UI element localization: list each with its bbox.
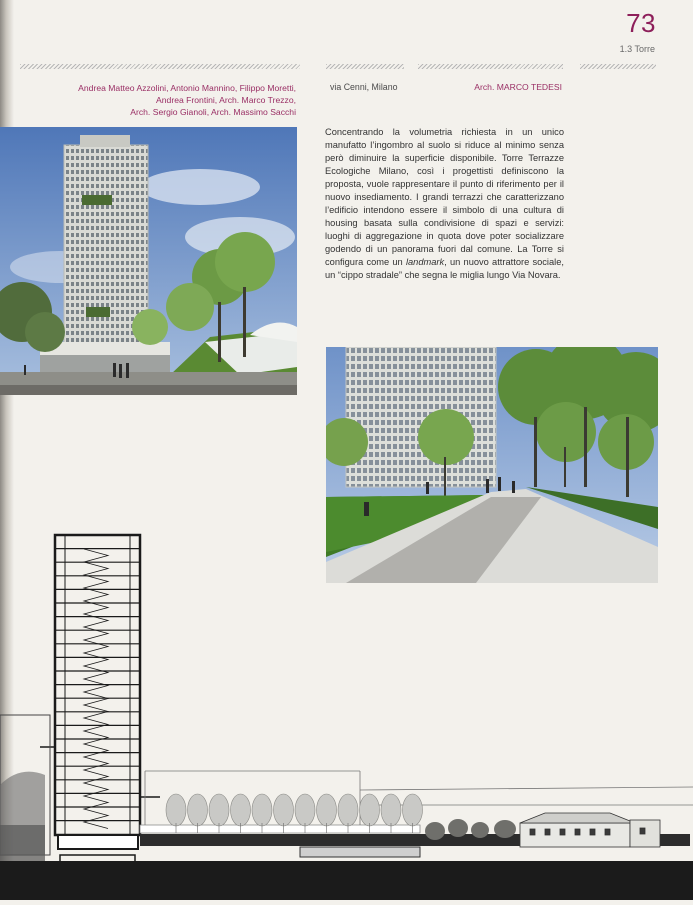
project-credits	[36, 82, 296, 119]
section-tree	[403, 794, 423, 826]
header-rule-left	[20, 64, 300, 69]
section-tree	[231, 794, 251, 826]
section-tree	[274, 794, 294, 826]
section-tree	[295, 794, 315, 826]
section-tree	[338, 794, 358, 826]
header-rule-far	[580, 64, 656, 69]
section-tree	[252, 794, 272, 826]
description-text: Concentrando la volumetria richiesta in un unico manufatto l’ingombro al suolo si riduce al minimo senza però diminuire la superficie disponibile. Torre Terrazze Ecologiche Milano, così i progettisti definiscono la proposta, vuole rappresentare il punto di riferimento per il nuovo insediamento. I grandi terrazzi che caratterizzano l’edificio intendono essere il simbolo di una cultura di housing basata sulla condivisione di spazi e servizi: luoghi di aggregazione in quota dove poter socializzare godendo di un panorama fuori dal comune. La Torre si configura come un	[325, 127, 564, 267]
section-tree	[166, 794, 186, 826]
description-emphasis: landmark	[405, 257, 445, 267]
site-section-drawing	[0, 525, 693, 905]
section-label: 1.3 Torre	[619, 44, 655, 54]
credits-line: Andrea Frontini, Arch. Marco Trezzo,	[156, 95, 296, 106]
page-number: 73	[626, 8, 656, 38]
description-text-end: , un nuovo attrattore sociale, un “cippo stradale” che segna le miglia lungo Via Novara.	[325, 257, 564, 280]
header-rule-right	[418, 64, 563, 69]
project-location: via Cenni, Milano	[330, 82, 398, 92]
credits-line: Andrea Matteo Azzolini, Antonio Mannino, Filippo Moretti,	[78, 83, 296, 93]
section-tree	[188, 794, 208, 826]
header-rule-mid	[326, 64, 404, 69]
section-tree	[317, 794, 337, 826]
section-tree	[360, 794, 380, 826]
project-architect: Arch. MARCO TEDESI	[474, 82, 562, 92]
stair-zigzag	[84, 549, 108, 829]
tower-rendering	[0, 127, 297, 395]
section-tree	[381, 794, 401, 826]
section-tree	[209, 794, 229, 826]
project-description	[325, 126, 564, 282]
credits-line: Arch. Sergio Gianoli, Arch. Massimo Sacchi	[130, 107, 296, 118]
